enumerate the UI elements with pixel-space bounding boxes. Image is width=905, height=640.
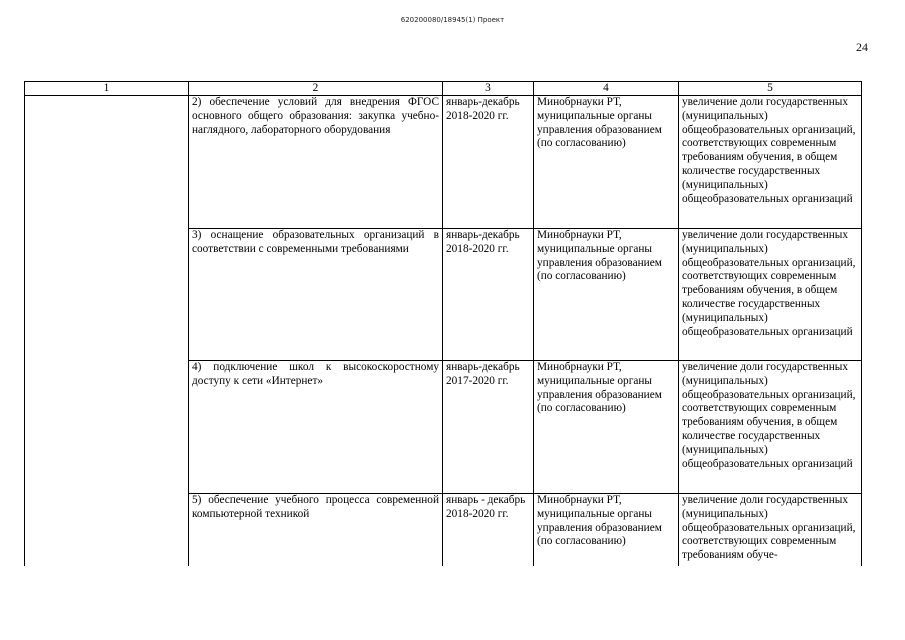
period-cell: январь - декабрь 2018-2020 гг. bbox=[443, 494, 534, 566]
column-number: 4 bbox=[534, 82, 679, 96]
result-cell: увеличение доли государственных (муниципальных) общеобразовательных организаций, соответствующих современным требованиям обуче- bbox=[679, 494, 862, 566]
period-cell: январь-декабрь 2018-2020 гг. bbox=[443, 229, 534, 361]
measure-cell: 2) обеспечение условий для внедрения ФГОС основного общего образования: закупка учебно-наглядного, лабораторного оборудования bbox=[189, 96, 443, 229]
result-cell: увеличение доли государственных (муниципальных) общеобразовательных организаций, соответствующих современным требованиям обучения, в общем количестве государственных (муниципальных) общеобразовательных организаций bbox=[679, 361, 862, 494]
period-cell: январь-декабрь 2018-2020 гг. bbox=[443, 96, 534, 229]
column-number-row bbox=[25, 82, 862, 96]
result-cell: увеличение доли государственных (муниципальных) общеобразовательных организаций, соответствующих современным требованиям обучения, в общем количестве государственных (муниципальных) общеобразовательных организаций bbox=[679, 96, 862, 229]
document-code: 620200080/18945(1) Проект bbox=[400, 16, 505, 24]
executor-cell: Минобрнауки РТ, муниципальные органы управления образованием (по согласованию) bbox=[534, 96, 679, 229]
executor-cell: Минобрнауки РТ, муниципальные органы управления образованием (по согласованию) bbox=[534, 494, 679, 566]
column-number: 5 bbox=[679, 82, 862, 96]
measure-cell: 3) оснащение образовательных организаций в соответствии с современными требованиями bbox=[189, 229, 443, 361]
page-number: 24 bbox=[856, 40, 868, 54]
executor-cell: Минобрнауки РТ, муниципальные органы управления образованием (по согласованию) bbox=[534, 229, 679, 361]
result-cell: увеличение доли государственных (муниципальных) общеобразовательных организаций, соответствующих современным требованиям обучения, в общем количестве государственных (муниципальных) общеобразовательных организаций bbox=[679, 229, 862, 361]
measures-table bbox=[24, 81, 862, 566]
executor-cell: Минобрнауки РТ, муниципальные органы управления образованием (по согласованию) bbox=[534, 361, 679, 494]
measure-cell: 4) подключение школ к высокоскоростному доступу к сети «Интернет» bbox=[189, 361, 443, 494]
table-row bbox=[25, 96, 862, 229]
column-number: 3 bbox=[443, 82, 534, 96]
column-number: 2 bbox=[189, 82, 443, 96]
column-number: 1 bbox=[25, 82, 189, 96]
period-cell: январь-декабрь 2017-2020 гг. bbox=[443, 361, 534, 494]
empty-cell bbox=[25, 96, 189, 566]
measure-cell: 5) обеспечение учебного процесса современной компьютерной техникой bbox=[189, 494, 443, 566]
